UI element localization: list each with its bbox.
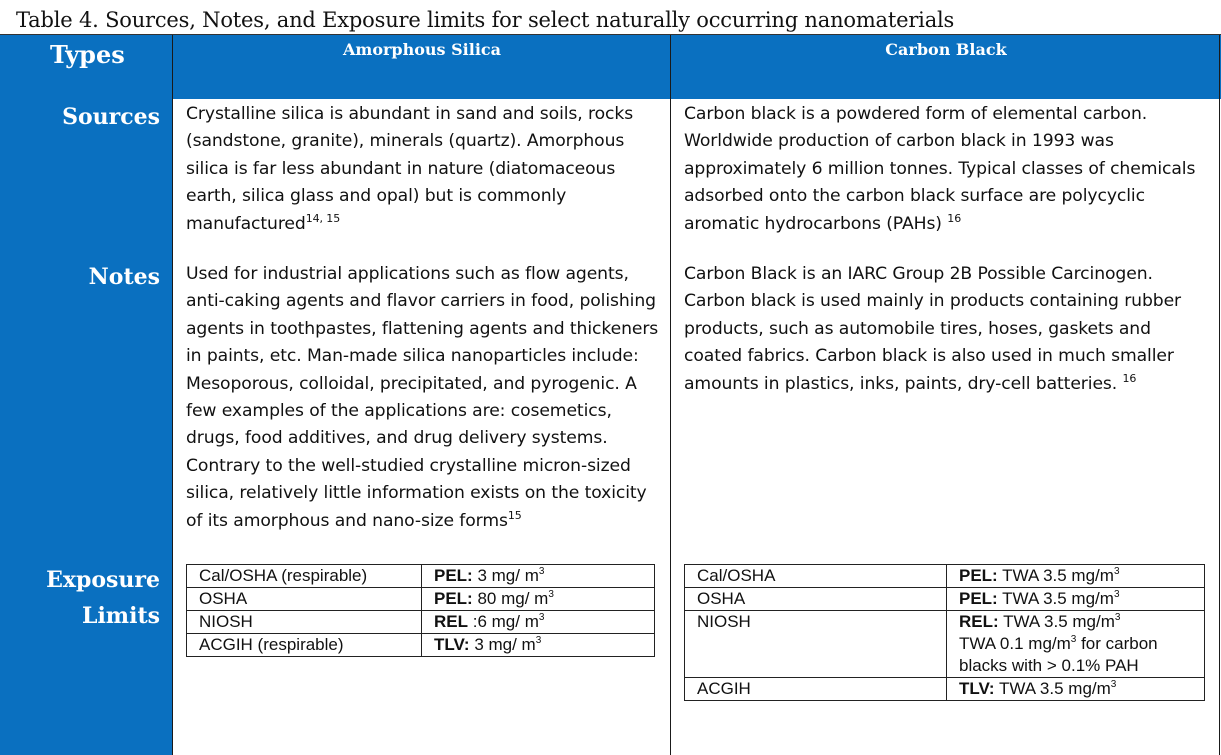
limit-cell xyxy=(947,588,1205,611)
agency-cell: NIOSH xyxy=(187,611,422,634)
agency-cell: NIOSH xyxy=(685,611,947,678)
limit-type: TLV: xyxy=(434,635,470,654)
limit-extra-exponent: 3 xyxy=(1070,634,1077,645)
column-divider xyxy=(172,35,173,755)
carbon-sources-text xyxy=(684,101,1214,238)
agency-cell: OSHA xyxy=(685,588,947,611)
limit-exponent: 3 xyxy=(1114,612,1121,623)
limit-cell xyxy=(947,611,1205,678)
limit-extra-value: TWA 0.1 mg/m xyxy=(959,634,1071,653)
limit-type: PEL: xyxy=(434,566,473,585)
sources-row-label: Sources xyxy=(62,104,160,130)
carbon-notes-body: Carbon Black is an IARC Group 2B Possible Carcinogen. Carbon black is used mainly in products containing rubber products, such as automobile tires, hoses, gaskets and coated fabrics. Carbon black is also used in much smaller amounts in plastics, inks, paints, dry-cell batteries. xyxy=(684,264,1182,394)
limit-exponent: 3 xyxy=(538,566,545,577)
carbon-sources-body: Carbon black is a powdered form of elemental carbon. Worldwide production of carbon black in 1993 was approximately 6 million tonnes. Typical classes of chemicals adsorbed onto the carbon black surface are polycyclic aromatic hydrocarbons (PAHs) xyxy=(684,104,1196,234)
limit-exponent: 3 xyxy=(535,635,542,646)
table-row xyxy=(685,588,1205,611)
carbon-exposure-table xyxy=(684,564,1205,701)
agency-cell: ACGIH (respirable) xyxy=(187,634,422,657)
limits-row-label: Limits xyxy=(81,603,160,629)
column-divider xyxy=(670,35,671,755)
exposure-row-label: Exposure xyxy=(46,567,160,593)
agency-cell: Cal/OSHA xyxy=(685,565,947,588)
limit-value: :6 mg/ m xyxy=(472,612,539,631)
limit-type: REL xyxy=(434,612,468,631)
silica-sources-ref: 14, 15 xyxy=(305,211,341,225)
limit-value: 3 mg/ m xyxy=(474,635,536,654)
silica-sources-body: Crystalline silica is abundant in sand and soils, rocks (sandstone, granite), minerals (quartz). Amorphous silica is far less abundant in nature (diatomaceous earth, silica glass and opal) but is commonly manufactured xyxy=(186,104,634,234)
carbon-notes-ref: 16 xyxy=(1122,371,1137,385)
amorphous-silica-header: Amorphous Silica xyxy=(342,40,502,59)
carbon-black-header: Carbon Black xyxy=(885,40,1007,59)
agency-cell: OSHA xyxy=(187,588,422,611)
limit-value: 3 mg/ m xyxy=(477,566,539,585)
table-row xyxy=(685,611,1205,678)
agency-cell: Cal/OSHA (respirable) xyxy=(187,565,422,588)
limit-value: TWA 3.5 mg/m xyxy=(1003,612,1115,631)
silica-exposure-table xyxy=(186,564,655,657)
limit-exponent: 3 xyxy=(1110,679,1117,690)
table-row xyxy=(187,611,655,634)
limit-extra-tail: for carbon blacks with > 0.1% PAH xyxy=(959,634,1158,675)
limit-cell xyxy=(422,565,655,588)
table-row xyxy=(685,565,1205,588)
limit-cell xyxy=(422,611,655,634)
limit-cell xyxy=(947,565,1205,588)
limit-cell xyxy=(422,588,655,611)
silica-sources-text xyxy=(186,101,664,238)
carbon-sources-ref: 16 xyxy=(947,211,962,225)
limit-value: TWA 3.5 mg/m xyxy=(1002,589,1114,608)
limit-exponent: 3 xyxy=(1113,566,1120,577)
limit-type: PEL: xyxy=(959,589,998,608)
limit-cell xyxy=(947,678,1205,701)
limit-exponent: 3 xyxy=(1113,589,1120,600)
limit-type: PEL: xyxy=(434,589,473,608)
nanomaterials-table xyxy=(0,34,1221,755)
agency-cell: ACGIH xyxy=(685,678,947,701)
limit-value: 80 mg/ m xyxy=(477,589,549,608)
types-header: Types xyxy=(50,40,125,69)
table-row xyxy=(685,678,1205,701)
silica-notes-body: Used for industrial applications such as flow agents, anti-caking agents and flavor carriers in food, polishing agents in toothpastes, flattening agents and thickeners in paints, etc. Man-made silica nanoparticles include: Mesoporous, colloidal, precipitated, and pyrogenic. A few examples of the applications are: cosemetics, drugs, food additives, and drug delivery systems. Contrary to the well-studied crystalline micron-sized silica, relatively little information exists on the toxicity of its amorphous and nano-size forms xyxy=(186,264,659,531)
notes-row-label: Notes xyxy=(88,264,160,290)
carbon-notes-text xyxy=(684,261,1214,398)
limit-type: TLV: xyxy=(959,679,995,698)
table-caption: Table 4. Sources, Notes, and Exposure limits for select naturally occurring nanomaterials xyxy=(16,8,955,32)
limit-exponent: 3 xyxy=(538,612,545,623)
limit-cell xyxy=(422,634,655,657)
table-row xyxy=(187,634,655,657)
limit-exponent: 3 xyxy=(548,589,554,600)
row-label-column xyxy=(0,99,172,755)
table-row xyxy=(187,565,655,588)
limit-type: REL: xyxy=(959,612,999,631)
limit-type: PEL: xyxy=(959,566,998,585)
silica-notes-ref: 15 xyxy=(507,508,522,522)
table-row xyxy=(187,588,655,611)
column-divider xyxy=(1219,35,1220,755)
limit-value: TWA 3.5 mg/m xyxy=(1002,566,1114,585)
silica-notes-text xyxy=(186,261,664,535)
limit-value: TWA 3.5 mg/m xyxy=(999,679,1111,698)
